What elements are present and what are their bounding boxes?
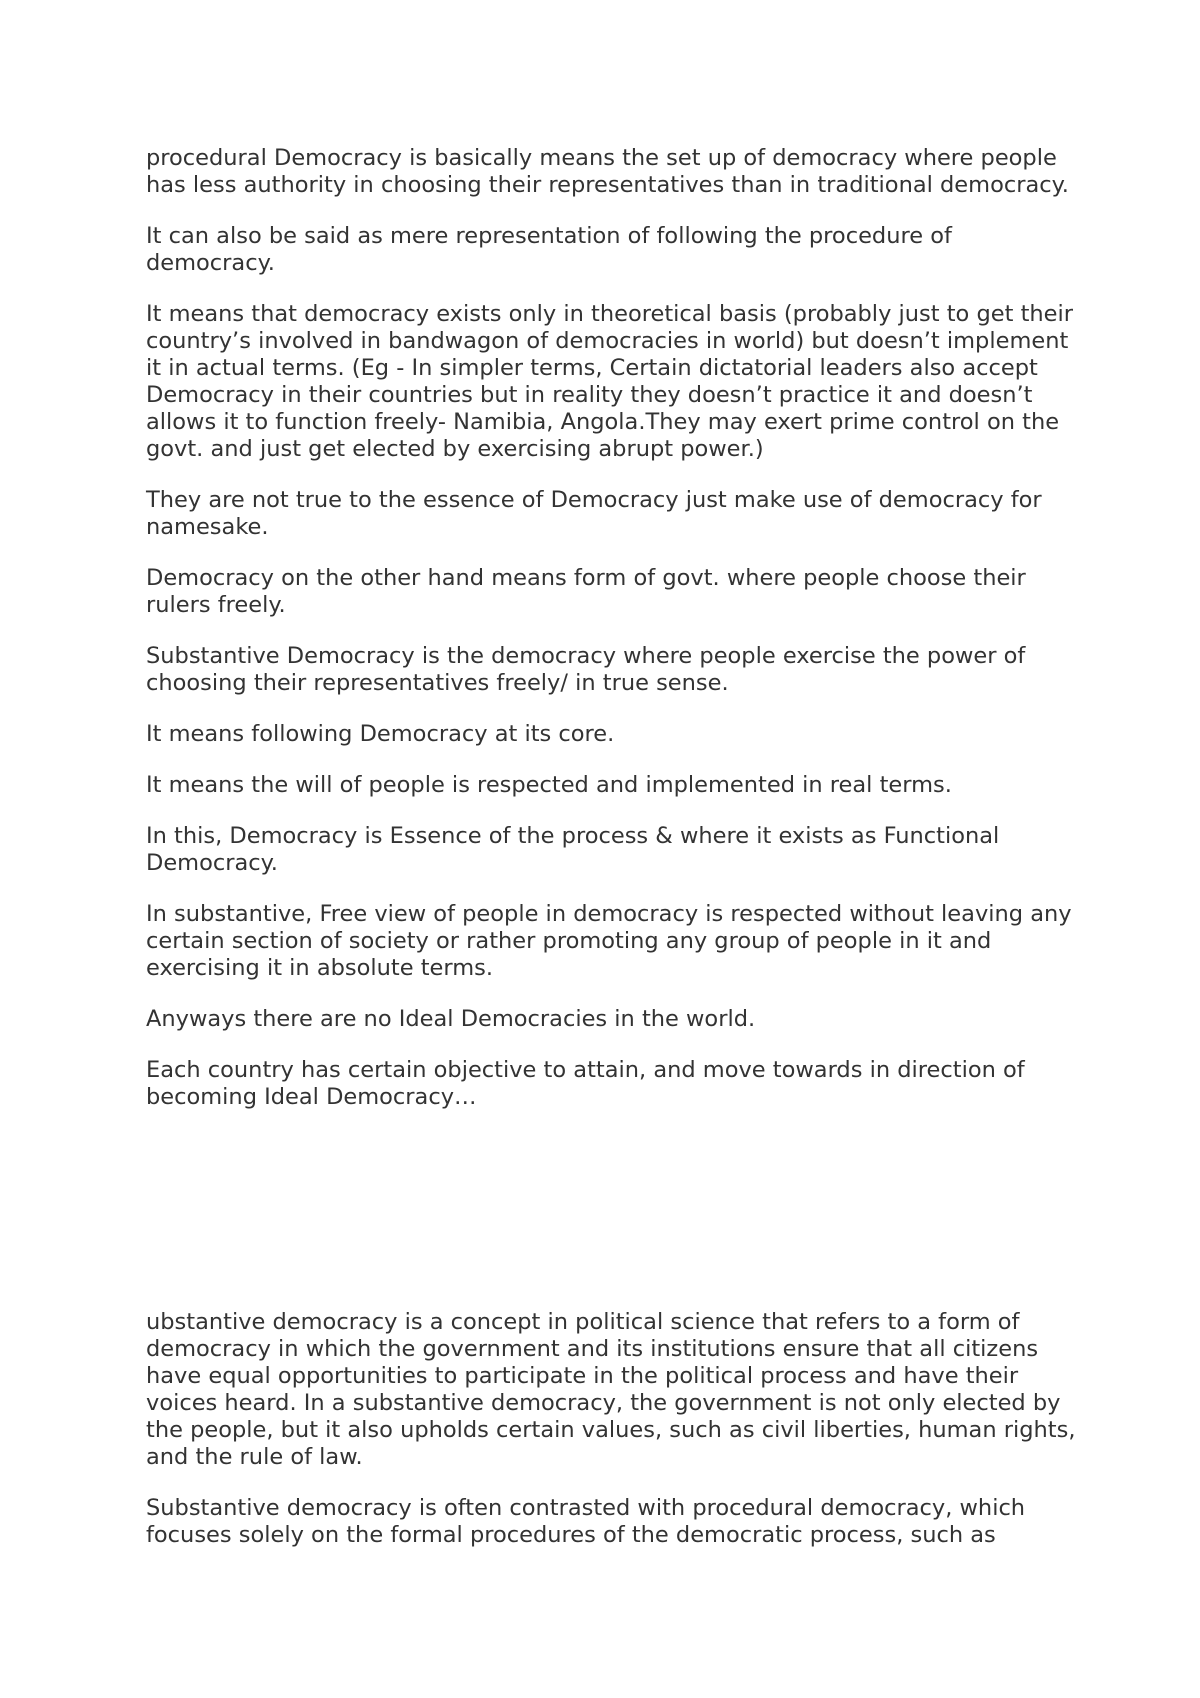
- document-section-two: [146, 1309, 1076, 1573]
- paragraph: Anyways there are no Ideal Democracies in the world.: [146, 1006, 756, 1032]
- paragraph: Democracy on the other hand means form of govt. where people choose their rulers freely.: [146, 565, 1026, 618]
- paragraph: It can also be said as mere representation of following the procedure of democracy.: [146, 223, 952, 276]
- paragraph: Substantive democracy is often contrasted with procedural democracy, which focuses solely on the formal procedures of the democratic process, such as: [146, 1495, 1026, 1548]
- paragraph: ubstantive democracy is a concept in political science that refers to a form of democracy in which the government and its institutions ensure that all citizens have equal opportunities to participate in the political process and have their voices heard. In a substantive democracy, the government is not only elected by the people, but it also upholds certain values, such as civil liberties, human rights, and the rule of law.: [146, 1309, 1076, 1470]
- paragraph: procedural Democracy is basically means the set up of democracy where people has less authority in choosing their representatives than in traditional democracy.: [146, 145, 1069, 198]
- paragraph: It means the will of people is respected and implemented in real terms.: [146, 772, 952, 798]
- paragraph: In this, Democracy is Essence of the process & where it exists as Functional Democracy.: [146, 823, 1000, 876]
- paragraph: It means that democracy exists only in theoretical basis (probably just to get their country’s involved in bandwagon of democracies in world) but doesn’t implement it in actual terms. (Eg - In simpler terms, Certain dictatorial leaders also accept Democracy in their countries but in reality they doesn’t practice it and doesn’t allows it to function freely- Namibia, Angola.They may exert prime control on the govt. and just get elected by exercising abrupt power.): [146, 301, 1074, 462]
- paragraph: They are not true to the essence of Democracy just make use of democracy for namesake.: [146, 487, 1042, 540]
- paragraph: Each country has certain objective to attain, and move towards in direction of becoming Ideal Democracy…: [146, 1057, 1025, 1110]
- paragraph: It means following Democracy at its core.: [146, 721, 615, 747]
- paragraph: Substantive Democracy is the democracy where people exercise the power of choosing their representatives freely/ in true sense.: [146, 643, 1026, 696]
- document-section-one: [146, 145, 1076, 1135]
- paragraph: In substantive, Free view of people in democracy is respected without leaving any certain section of society or rather promoting any group of people in it and exercising it in absolute terms.: [146, 901, 1072, 981]
